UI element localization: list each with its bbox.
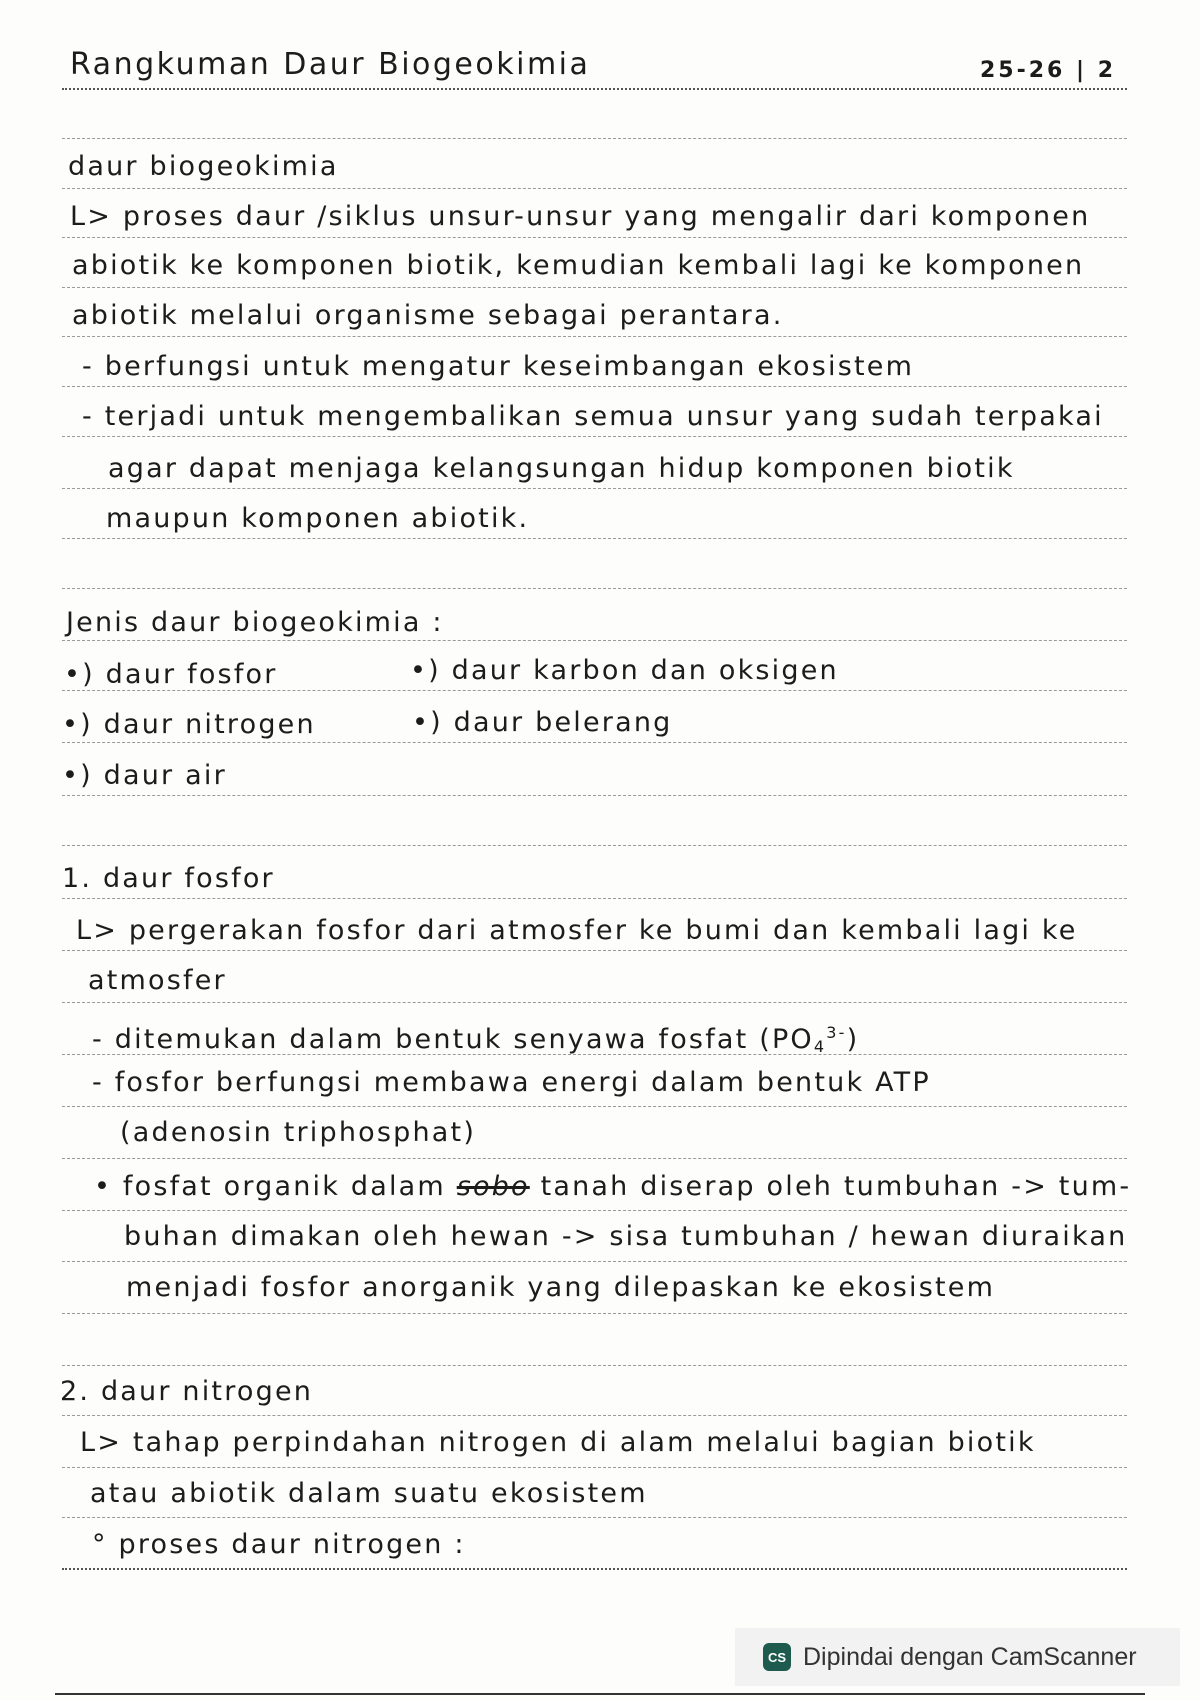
camscanner-icon: CS <box>763 1643 791 1671</box>
ruled-line <box>62 1415 1127 1416</box>
ruled-line <box>62 138 1127 139</box>
section-heading: Jenis daur biogeokimia : <box>66 607 444 638</box>
formula-superscript: 3- <box>826 1023 847 1042</box>
ruled-line <box>62 1158 1127 1159</box>
ruled-line <box>62 640 1127 641</box>
ruled-line <box>62 188 1127 189</box>
bullet-text: • fosfat organik dalam <box>94 1171 446 1202</box>
definition-line: atmosfer <box>88 965 227 996</box>
ruled-line <box>62 1467 1127 1468</box>
ruled-line <box>62 845 1127 846</box>
section-heading: 1. daur fosfor <box>62 863 275 894</box>
ruled-line <box>62 1313 1127 1314</box>
camscanner-watermark <box>735 1628 1180 1686</box>
bullet-line: maupun komponen abiotik. <box>106 503 530 534</box>
ruled-line <box>62 88 1127 90</box>
ruled-line <box>62 386 1127 387</box>
bullet-line: agar dapat menjaga kelangsungan hidup komponen biotik <box>108 453 1015 484</box>
ruled-line <box>62 690 1127 691</box>
formula-close: ) <box>846 1024 860 1055</box>
list-item: •) daur belerang <box>412 707 673 738</box>
ruled-line <box>62 488 1127 489</box>
definition-line: abiotik ke komponen biotik, kemudian kembali lagi ke komponen <box>72 250 1085 281</box>
ruled-line <box>62 1517 1127 1518</box>
ruled-line <box>62 1261 1127 1262</box>
ruled-line <box>62 436 1127 437</box>
ruled-line <box>62 1210 1127 1211</box>
struck-word: sobo <box>456 1171 530 1202</box>
bullet-line: - fosfor berfungsi membawa energi dalam bentuk ATP <box>92 1067 931 1098</box>
watermark-label: Dipindai dengan CamScanner <box>803 1642 1137 1671</box>
ruled-line <box>62 898 1127 899</box>
ruled-line <box>62 1002 1127 1003</box>
ruled-line <box>62 795 1127 796</box>
definition-line: L> tahap perpindahan nitrogen di alam melalui bagian biotik <box>80 1427 1036 1458</box>
definition-line: abiotik melalui organisme sebagai perantara. <box>72 300 784 331</box>
footer-divider <box>55 1693 1145 1695</box>
ruled-line <box>62 237 1127 238</box>
page-date: 25-26 | 2 <box>980 58 1117 83</box>
definition-line: L> pergerakan fosfor dari atmosfer ke bumi dan kembali lagi ke <box>76 915 1078 946</box>
page-title: Rangkuman Daur Biogeokimia <box>70 47 591 82</box>
ruled-line <box>62 950 1127 951</box>
ruled-line <box>62 336 1127 337</box>
bullet-text: tanah diserap oleh tumbuhan -> tum- <box>540 1171 1132 1202</box>
bullet-line: menjadi fosfor anorganik yang dilepaskan ke ekosistem <box>126 1272 996 1303</box>
ruled-line <box>62 538 1127 539</box>
ruled-line <box>62 1365 1127 1366</box>
definition-line: L> proses daur /siklus unsur-unsur yang mengalir dari komponen <box>70 201 1091 232</box>
section-heading: 2. daur nitrogen <box>60 1376 314 1407</box>
bullet-line <box>92 1018 859 1062</box>
bullet-line: ° proses daur nitrogen : <box>92 1529 466 1560</box>
list-item: •) daur nitrogen <box>62 709 316 740</box>
formula-text: - ditemukan dalam bentuk senyawa fosfat (PO <box>92 1024 814 1055</box>
bullet-line: - terjadi untuk mengembalikan semua unsur yang sudah terpakai <box>82 401 1104 432</box>
list-item: •) daur air <box>62 760 227 791</box>
ruled-line <box>62 1106 1127 1107</box>
ruled-line <box>62 588 1127 589</box>
bullet-line: (adenosin triphosphat) <box>120 1117 477 1148</box>
bullet-line: buhan dimakan oleh hewan -> sisa tumbuhan / hewan diuraikan <box>124 1221 1128 1252</box>
bullet-line: - berfungsi untuk mengatur keseimbangan ekosistem <box>82 351 915 382</box>
bullet-line <box>94 1172 1131 1202</box>
ruled-line <box>62 1568 1127 1570</box>
formula-subscript: 4 <box>813 1037 827 1056</box>
section-heading: daur biogeokimia <box>68 151 339 182</box>
definition-line: atau abiotik dalam suatu ekosistem <box>90 1478 648 1509</box>
list-item: •) daur fosfor <box>64 659 278 690</box>
ruled-line <box>62 742 1127 743</box>
ruled-line <box>62 287 1127 288</box>
list-item: •) daur karbon dan oksigen <box>410 655 839 686</box>
